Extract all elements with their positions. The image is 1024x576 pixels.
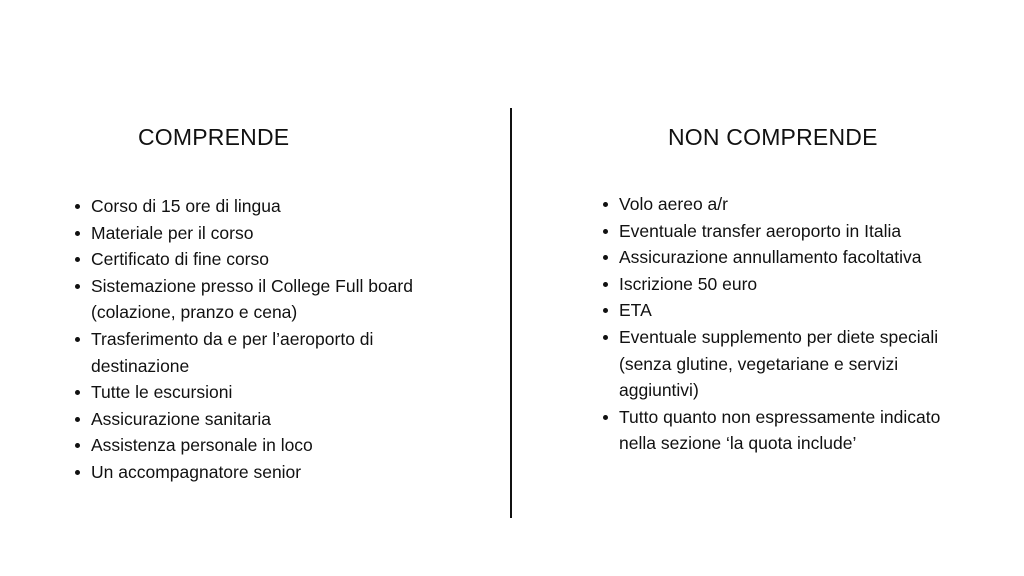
included-item-excursions: Tutte le escursioni [91, 379, 431, 406]
not-included-heading: NON COMPRENDE [668, 124, 878, 150]
included-item-health-insurance: Assicurazione sanitaria [91, 406, 431, 433]
included-heading: COMPRENDE [138, 124, 290, 150]
not-included-item-flight: Volo aereo a/r [619, 191, 979, 218]
included-item-airport-transfer: Trasferimento da e per l’aeroporto di destinazione [91, 326, 431, 379]
not-included-item-diet-supplement: Eventuale supplemento per diete speciali (senza glutine, vegetariane e servizi aggiuntivi) [619, 324, 979, 404]
included-item-course-materials: Materiale per il corso [91, 220, 431, 247]
not-included-item-italy-transfer: Eventuale transfer aeroporto in Italia [619, 218, 979, 245]
included-item-senior-chaperone: Un accompagnatore senior [91, 459, 431, 486]
included-item-language-course: Corso di 15 ore di lingua [91, 193, 431, 220]
not-included-item-everything-else: Tutto quanto non espressamente indicato nella sezione ‘la quota include’ [619, 404, 979, 457]
not-included-list [619, 191, 979, 457]
not-included-item-registration-fee: Iscrizione 50 euro [619, 271, 979, 298]
included-item-certificate: Certificato di fine corso [91, 246, 431, 273]
column-divider [510, 108, 512, 518]
not-included-item-cancellation-insurance: Assicurazione annullamento facoltativa [619, 244, 979, 271]
included-item-college-accommodation: Sistemazione presso il College Full board (colazione, pranzo e cena) [91, 273, 431, 326]
included-list [91, 193, 431, 486]
not-included-item-eta: ETA [619, 297, 979, 324]
included-item-personal-assistance: Assistenza personale in loco [91, 432, 431, 459]
